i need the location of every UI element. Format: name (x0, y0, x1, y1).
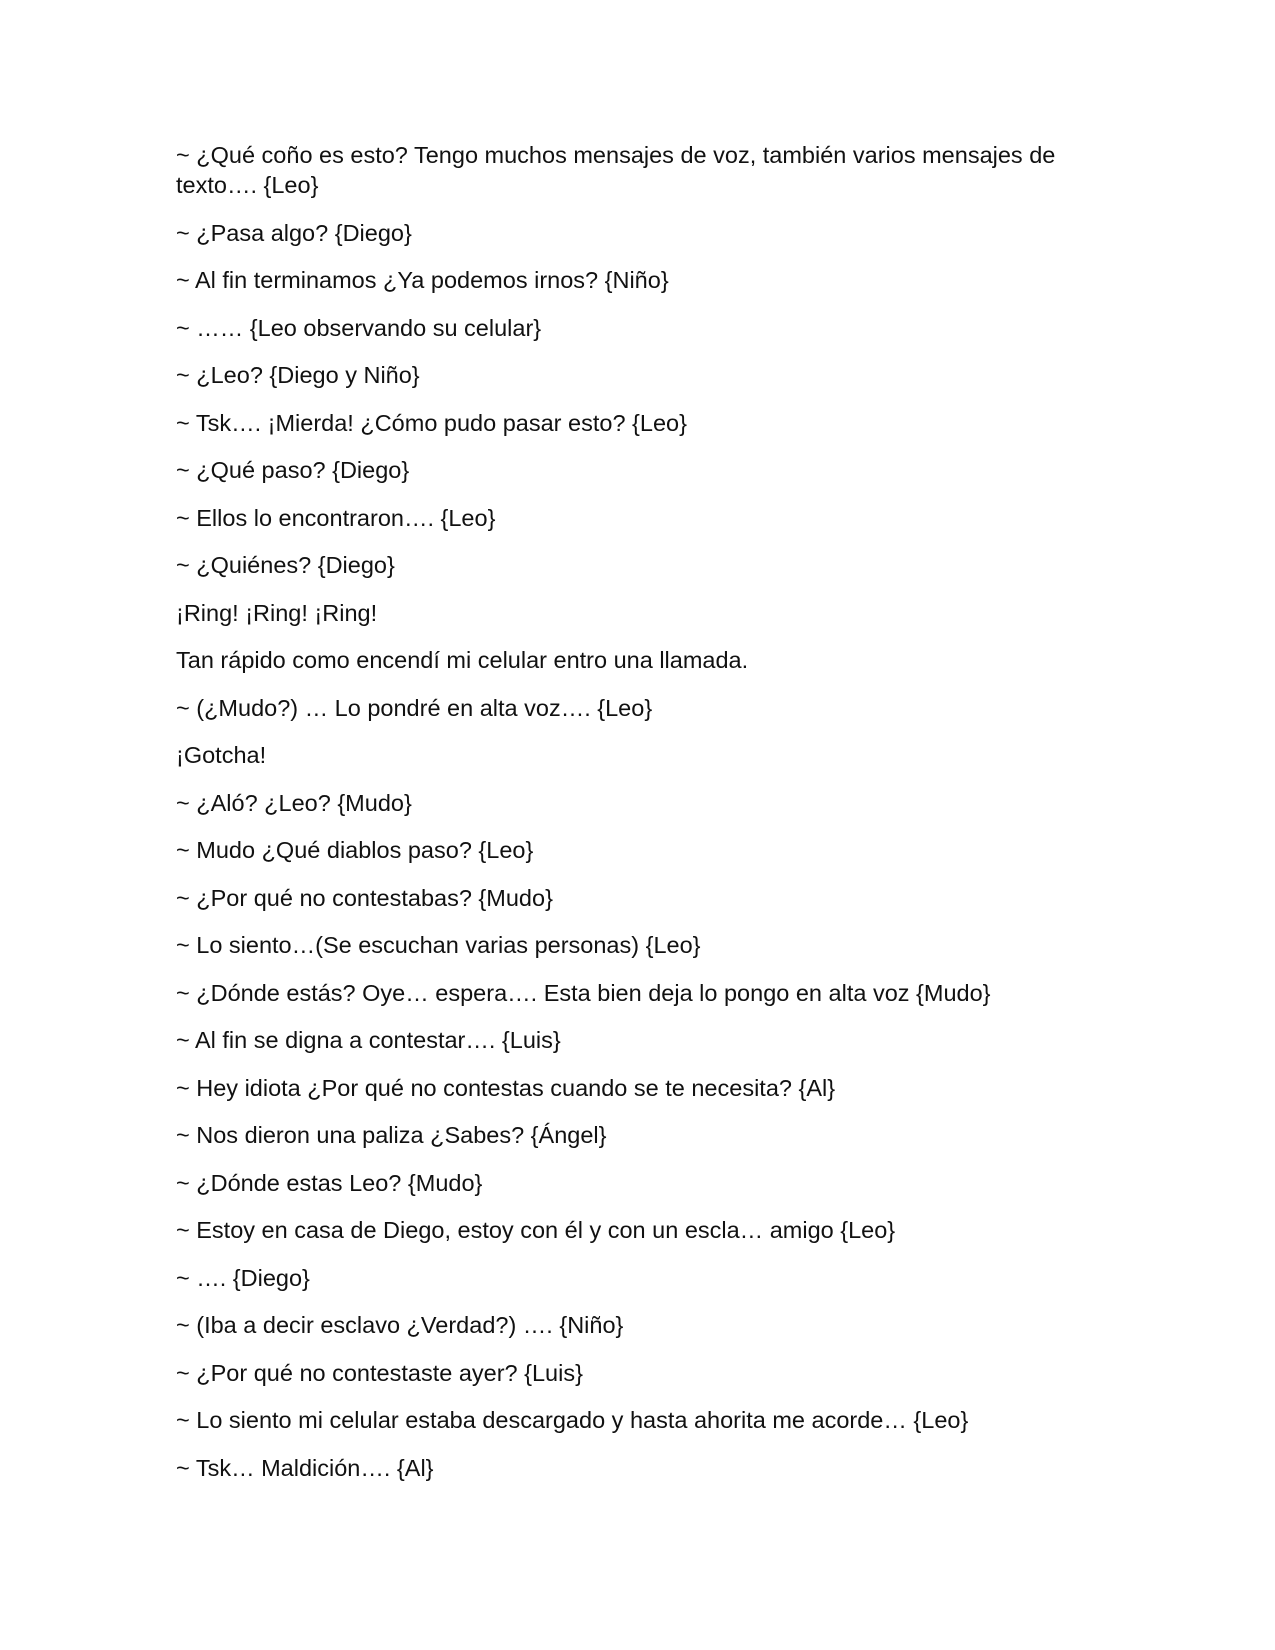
paragraph: ~ ¿Leo? {Diego y Niño} (176, 362, 420, 388)
paragraph: ~ Tsk… Maldición…. {Al} (176, 1454, 434, 1481)
paragraph: ~ Al fin se digna a contestar…. {Luis} (176, 1027, 561, 1053)
paragraph: ~ Mudo ¿Qué diablos paso? {Leo} (176, 837, 534, 863)
paragraph: ~ ¿Por qué no contestabas? {Mudo} (176, 884, 553, 911)
paragraph: ~ ¿Qué coño es esto? Tengo muchos mensajes de voz, también varios mensajes de texto…. {Leo} (176, 142, 1056, 198)
paragraph: ~ ¿Quiénes? {Diego} (176, 552, 395, 578)
paragraph: ¡Gotcha! (176, 742, 267, 768)
paragraph: ~ ¿Por qué no contestaste ayer? {Luis} (176, 1359, 583, 1386)
paragraph: ~ ¿Pasa algo? {Diego} (176, 219, 412, 246)
paragraph: ~ ¿Dónde estas Leo? {Mudo} (176, 1169, 483, 1196)
paragraph: ~ ¿Aló? ¿Leo? {Mudo} (176, 789, 412, 816)
paragraph: ~ …. {Diego} (176, 1264, 310, 1291)
paragraph: ~ Hey idiota ¿Por qué no contestas cuando se te necesita? {Al} (176, 1074, 836, 1101)
paragraph: ~ Lo siento mi celular estaba descargado y hasta ahorita me acorde… {Leo} (176, 1407, 969, 1433)
paragraph: ~ Al fin terminamos ¿Ya podemos irnos? {Niño} (176, 267, 669, 293)
paragraph: ~ (Iba a decir esclavo ¿Verdad?) …. {Niño} (176, 1312, 624, 1338)
paragraph: ~ Lo siento…(Se escuchan varias personas) {Leo} (176, 932, 701, 958)
paragraph: ~ ¿Dónde estás? Oye… espera…. Esta bien deja lo pongo en alta voz {Mudo} (176, 979, 991, 1006)
paragraph: ~ (¿Mudo?) … Lo pondré en alta voz…. {Leo} (176, 694, 653, 721)
paragraph: Tan rápido como encendí mi celular entro una llamada. (176, 647, 749, 673)
paragraph: ~ Nos dieron una paliza ¿Sabes? {Ángel} (176, 1122, 607, 1148)
paragraph: ~ Ellos lo encontraron…. {Leo} (176, 504, 496, 531)
paragraph: ~ …… {Leo observando su celular} (176, 314, 542, 341)
document-body (176, 140, 1116, 1500)
paragraph: ~ ¿Qué paso? {Diego} (176, 457, 410, 483)
paragraph: ¡Ring! ¡Ring! ¡Ring! (176, 599, 378, 626)
paragraph: ~ Estoy en casa de Diego, estoy con él y con un escla… amigo {Leo} (176, 1217, 896, 1243)
paragraph: ~ Tsk…. ¡Mierda! ¿Cómo pudo pasar esto? {Leo} (176, 409, 687, 436)
